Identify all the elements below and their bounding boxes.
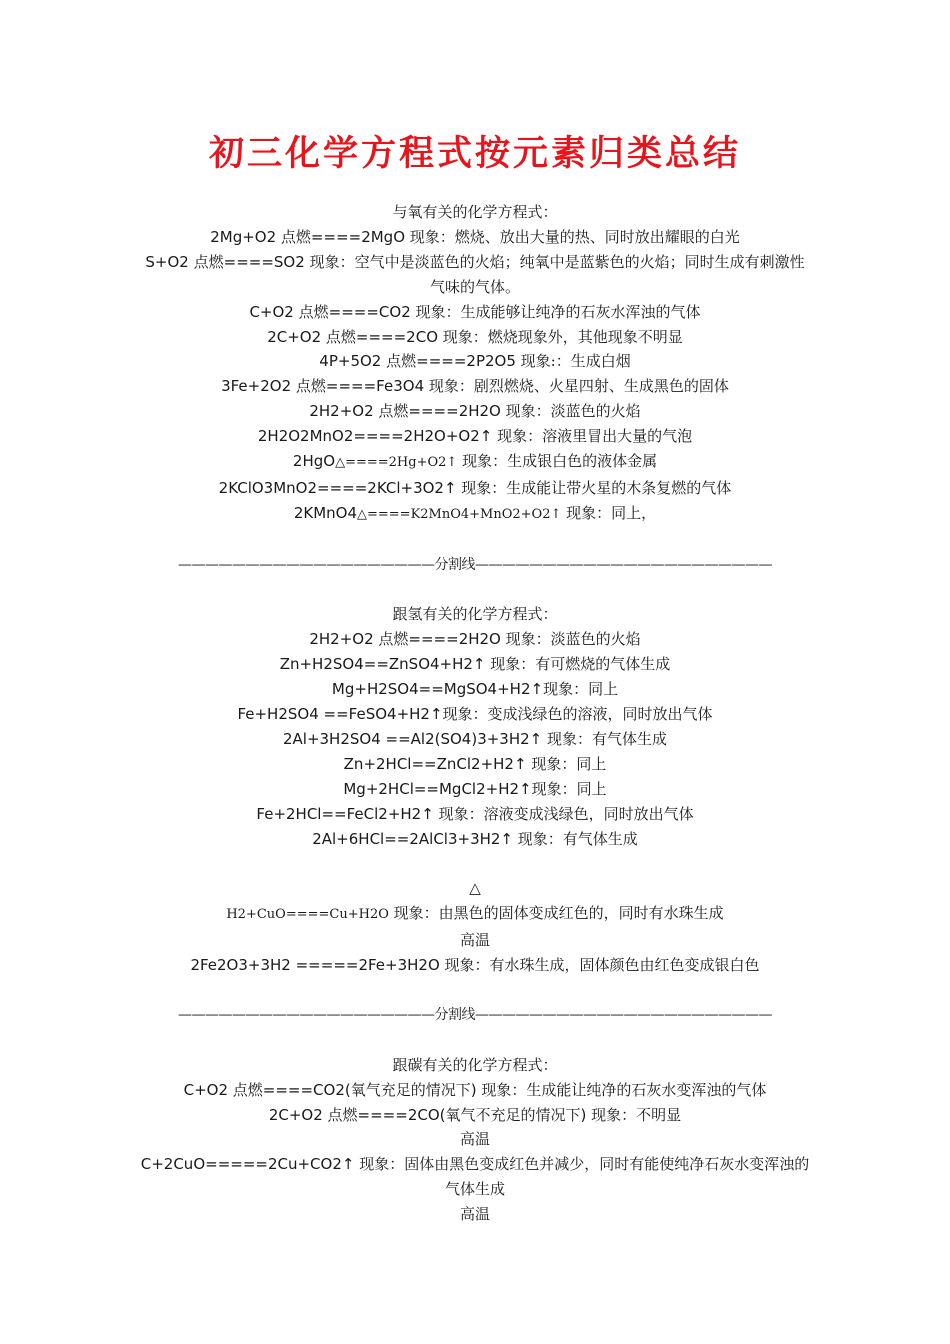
section-heading-oxygen: 与氧有关的化学方程式： <box>392 203 558 221</box>
spacer <box>140 978 810 1003</box>
equation-line: 2KClO3MnO2====2KCl+3O2↑ 现象：生成能让带火星的木条复燃的气体 <box>218 478 732 497</box>
equation-line: Mg+H2SO4==MgSO4+H2↑现象：同上 <box>331 680 619 699</box>
equation-line: Fe+H2SO4 ==FeSO4+H2↑现象：变成浅绿色的溶液，同时放出气体 <box>237 705 713 724</box>
section-heading-hydrogen: 跟氢有关的化学方程式： <box>392 605 558 624</box>
condition-label: 高温 <box>459 1205 490 1224</box>
equation-line: C+2CuO=====2Cu+CO2↑ 现象：固体由黑色变成红色并减少，同时有能使纯净石灰水变浑浊的气体生成 <box>140 1155 810 1199</box>
equation-line: 4P+5O2 点燃====2P2O5 现象:：生成白烟 <box>319 352 631 371</box>
condition-label: 高温 <box>459 931 490 950</box>
equation-line: 2Mg+O2 点燃====2MgO 现象：燃烧、放出大量的热、同时放出耀眼的白光 <box>210 227 740 246</box>
equation-line: C+O2 点燃====CO2(氧气充足的情况下) 现象：生成能让纯净的石灰水变浑浊的气体 <box>183 1080 767 1099</box>
equation-line: 2HgO△====2Hg+O2↑ 现象：生成银白色的液体金属 <box>292 452 658 471</box>
equation-line: 2Al+6HCl==2AlCl3+3H2↑ 现象：有气体生成 <box>312 829 638 848</box>
divider: ———————————————————分割线—————————————————————— <box>178 1006 772 1023</box>
equation-line: Zn+H2SO4==ZnSO4+H2↑ 现象：有可燃烧的气体生成 <box>279 655 671 674</box>
spacer <box>140 852 810 877</box>
condition-label: 高温 <box>459 1130 490 1149</box>
spacer <box>140 578 810 603</box>
equation-line: 2C+O2 点燃====2CO 现象：燃烧现象外，其他现象不明显 <box>267 327 683 346</box>
equation-line: 2H2O2MnO2====2H2O+O2↑ 现象：溶液里冒出大量的气泡 <box>257 427 693 446</box>
equation-line: 2H2+O2 点燃====2H2O 现象：淡蓝色的火焰 <box>309 402 641 421</box>
equation-line: 2C+O2 点燃====2CO(氧气不充足的情况下) 现象：不明显 <box>268 1105 682 1124</box>
divider: ———————————————————分割线—————————————————————— <box>178 556 772 573</box>
page-title: 初三化学方程式按元素归类总结 <box>208 133 741 174</box>
section-heading-carbon: 跟碳有关的化学方程式： <box>392 1055 558 1074</box>
equation-line: 2KMnO4△====K2MnO4+MnO2+O2↑ 现象：同上， <box>293 503 657 522</box>
equation-line: C+O2 点燃====CO2 现象：生成能够让纯净的石灰水浑浊的气体 <box>249 302 701 321</box>
equation-line: Zn+2HCl==ZnCl2+H2↑ 现象：同上 <box>343 754 607 773</box>
condition-triangle: △ <box>469 879 481 898</box>
equation-line: H2+CuO====Cu+H2O 现象：由黑色的固体变成红色的，同时有水珠生成 <box>226 904 724 923</box>
equation-line: Mg+2HCl==MgCl2+H2↑现象：同上 <box>343 779 607 798</box>
equation-line: 2H2+O2 点燃====2H2O 现象：淡蓝色的火焰 <box>309 630 641 649</box>
spacer <box>140 528 810 553</box>
equation-line: 3Fe+2O2 点燃====Fe3O4 现象：剧烈燃烧、火星四射、生成黑色的固体 <box>221 377 729 396</box>
spacer <box>140 1028 810 1053</box>
equation-line: 2Al+3H2SO4 ==Al2(SO4)3+3H2↑ 现象：有气体生成 <box>282 730 668 748</box>
document-body <box>140 200 810 1227</box>
equation-line: 2Fe2O3+3H2 =====2Fe+3H2O 现象：有水珠生成，固体颜色由红色变成银白色 <box>190 956 760 975</box>
equation-line: Fe+2HCl==FeCl2+H2↑ 现象：溶液变成浅绿色，同时放出气体 <box>256 804 694 823</box>
equation-line: S+O2 点燃====SO2 现象：空气中是淡蓝色的火焰；纯氧中是蓝紫色的火焰；同时生成有刺激性气味的气体。 <box>145 252 805 296</box>
